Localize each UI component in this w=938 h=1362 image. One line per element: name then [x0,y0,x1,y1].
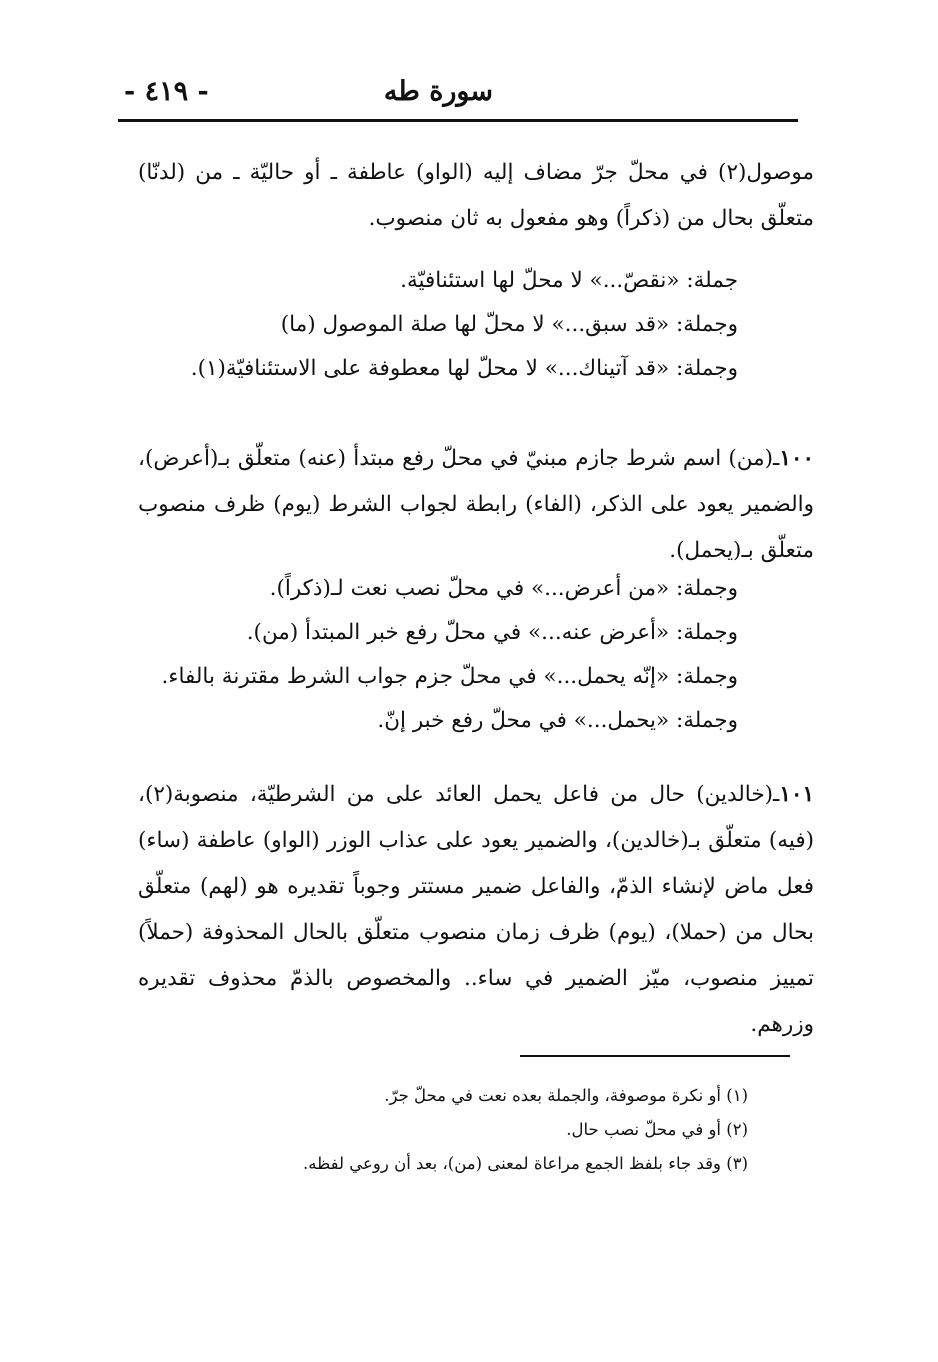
verse-number: ١٠١ [779,782,814,807]
jumla-line: وجملة: «قد آتيناك...» لا محلّ لها معطوفة على الاستئنافيّة(١). [190,356,738,381]
page-number: - ٤١٩ - [124,76,209,107]
verse-100-paragraph [138,436,814,574]
verse-101-paragraph [138,772,814,1048]
jumla-line: وجملة: «قد سبق...» لا محلّ لها صلة الموصول (ما) [280,312,738,337]
jumla-line: وجملة: «أعرض عنه...» في محلّ رفع خبر المبتدأ (من). [246,620,738,645]
jumla-line: جملة: «نقصّ...» لا محلّ لها استئنافيّة. [400,268,738,293]
verse-number: ١٠٠ [779,446,814,471]
jumla-line: وجملة: «من أعرض...» في محلّ نصب نعت لـ(ذكراً). [269,576,738,601]
header-rule [118,119,798,122]
page-header [118,72,798,116]
surah-title: سورة طه [383,76,493,107]
jumla-line: وجملة: «يحمل...» في محلّ رفع خبر إنّ. [377,708,738,733]
jumla-line: وجملة: «إنّه يحمل...» في محلّ جزم جواب الشرط مقترنة بالفاء. [161,664,738,689]
intro-paragraph: موصول(٢) في محلّ جرّ مضاف إليه (الواو) عاطفة ـ أو حاليّة ـ من (لدنّا) متعلّق بحال من (ذكراً) وهو مفعول به ثان منصوب. [138,160,814,231]
footnote: (٢) أو في محلّ نصب حال. [566,1120,748,1139]
verse-text: ـ(خالدين) حال من فاعل يحمل العائد على من الشرطيّة، منصوبة(٢)، (فيه) متعلّق بـ(خالدين)، والضمير يعود على عذاب الوزر (الواو) عاطفة (ساء) فعل ماض لإنشاء الذمّ، والفاعل ضمير مستتر وجوباً تقديره هو (لهم) متعلّق بحال من (حملا)، (يوم) ظرف زمان منصوب متعلّق بالحال المحذوفة (حملاً) تمييز منصوب، ميّز الضمير في ساء.. والمخصوص بالذمّ محذوف تقديره وزرهم. [138,782,814,1037]
verse-text: ـ(من) اسم شرط جازم مبنيّ في محلّ رفع مبتدأ (عنه) متعلّق بـ(أعرض)، والضمير يعود على الذكر، (الفاء) رابطة لجواب الشرط (يوم) ظرف منصوب متعلّق بـ(يحمل). [138,446,814,563]
footnote-rule [520,1055,790,1057]
footnote: (١) أو نكرة موصوفة، والجملة بعده نعت في محلّ جرّ. [384,1086,748,1105]
footnote: (٣) وقد جاء بلفظ الجمع مراعاة لمعنى (من)، بعد أن روعي لفظه. [303,1154,748,1173]
